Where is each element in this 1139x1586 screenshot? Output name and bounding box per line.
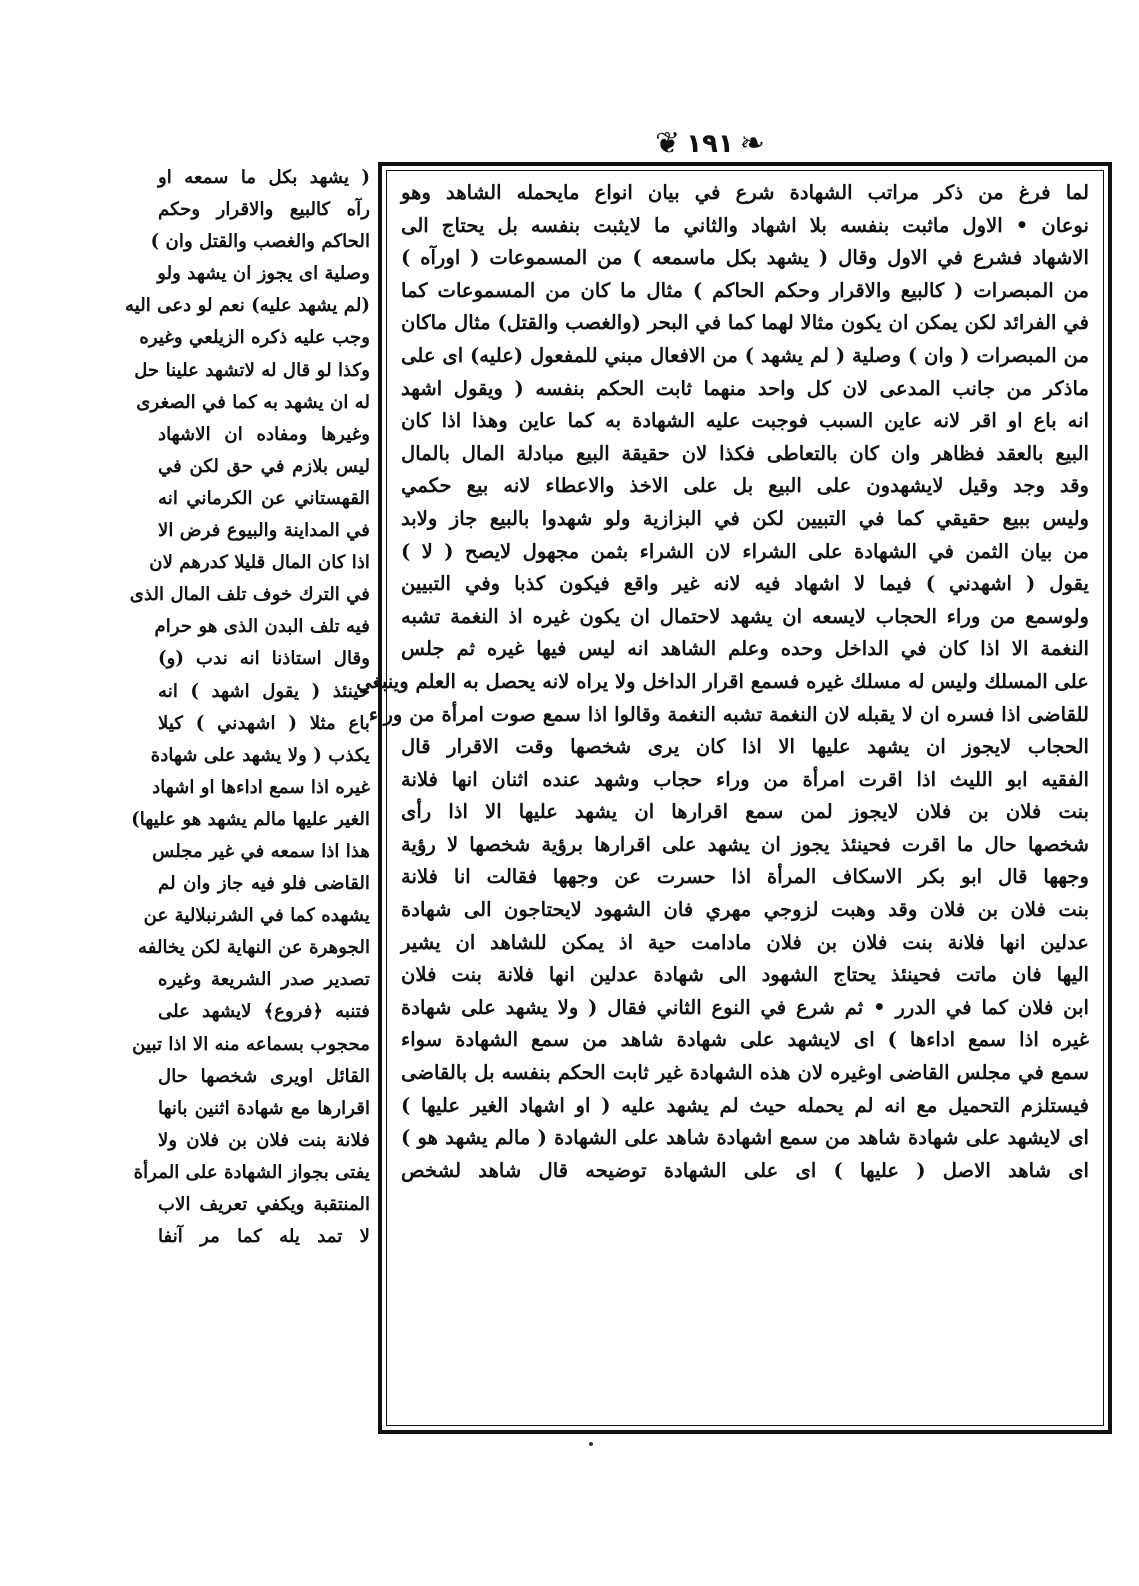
margin-text-line: يفتى بجواز الشهادة على المرأة — [133, 1161, 370, 1183]
main-text-line: من المبصرات ( كالبيع والاقرار وحكم الحاكم ) مثال ما كان من المسموعات كما — [401, 278, 1089, 302]
margin-text-line: المنتقبة ويكفي تعريف الاب — [158, 1194, 370, 1215]
margin-text-line: في الترك خوف تلف المال الذى — [129, 584, 370, 606]
margin-text-line: يكذب ( ولا يشهد على شهادة — [150, 744, 370, 766]
main-text-line: شخصها حال ما اقرت فحينئذ يجوز ان يشهد على اقرارها برؤية شخصها لا رؤية — [401, 832, 1089, 856]
margin-text-line: وصلية اى يجوز ان يشهد ولو — [157, 263, 370, 285]
margin-commentary — [125, 162, 370, 1452]
main-text-line: من بيان الثمن في الشهادة على الشراء لان الشراء بثمن مجهول لايصح ( لا ) — [401, 539, 1089, 563]
margin-text-line: القائل اويرى شخصها حال — [158, 1065, 370, 1087]
margin-text-line: في المداينة والبيوع فرض الا — [158, 520, 370, 542]
main-text-line: سمع في مجلس القاضى اوغيره لان هذه الشهادة غير ثابت الحكم بنفسه بل بالقاضى — [401, 1061, 1089, 1085]
margin-text-line: وكذا لو قال له لاتشهد علينا حل — [134, 359, 370, 381]
main-text-frame-inner — [356, 170, 1104, 1426]
page-header — [630, 122, 790, 166]
margin-text-line: فيه تلف البدن الذى هو حرام — [154, 616, 370, 638]
margin-text-line: باع مثلا ( اشهدني ) كيلا — [158, 712, 370, 734]
ornament-right-icon: ❧ — [739, 126, 765, 161]
main-text-line: النغمة الا اذا كان في الداخل وحده وعلم الشاهد انه ليس فيها غيره ثم جلس — [401, 637, 1089, 661]
margin-text-line: لا تمد يله كما مر آنفا — [158, 1226, 370, 1248]
main-text-line: فيستلزم التحميل مع انه لم يحمله حيث لم يشهد عليه ( او اشهاد الغير عليها ) — [401, 1093, 1089, 1117]
main-text-line: عدلين انها فلانة بنت فلان بن فلان مادامت حية اذ يمكن للشاهد ان يشير — [401, 930, 1089, 954]
main-text-line: اليها فان ماتت فحينئذ يحتاج الشهود الى شهادة عدلين انها فلانة بنت فلان — [401, 963, 1089, 987]
margin-text-line: وغيرها ومفاده ان الاشهاد — [158, 423, 370, 445]
margin-text-line: غيره اذا سمع اداءها او اشهاد — [152, 776, 370, 798]
margin-text-line: اقرارها مع شهادة اثنين بانها — [158, 1097, 370, 1119]
margin-text-line: اذا كان المال قليلا كدرهم لان — [149, 552, 370, 574]
margin-text-line: القاضى فلو فيه جاز وان لم — [158, 873, 370, 895]
main-text-line: ابن فلان كما في الدرر • ثم شرع في النوع الثاني فقال ( ولا يشهد على شهادة — [401, 995, 1089, 1019]
margin-text-line: الحاكم والغصب والقتل وان ) — [150, 231, 370, 253]
main-text-line: بنت فلان بن فلان لايجوز لمن سمع اقرارها ان يشهد عليها الا اذا رأى — [401, 800, 1089, 824]
main-text-line: في الفرائد لكن يمكن ان يكون مثالا لهما كما في البحر (والغصب والقتل) مثال ماكان — [401, 311, 1089, 335]
main-text-line: وليس ببيع حقيقي كما في التبيين لكن في البزازية ولو شهدوا بالبيع جاز ولابد — [401, 506, 1089, 530]
margin-text-line: الجوهرة عن النهاية لكن يخالفه — [138, 937, 370, 959]
main-text-line: من المبصرات ( وان ) وصلية ( لم يشهد ) من الافعال مبني للمفعول (عليه) اى على — [401, 343, 1089, 367]
margin-text-line: ليس بلازم في حق لكن في — [158, 455, 370, 477]
main-text-body — [356, 177, 1089, 1187]
main-text-line: على المسلك وليس له مسلك غيره فسمع اقرار الداخل ولا يراه لانه يحصل به العلم وينبغي — [356, 669, 1089, 693]
main-text-line: بنت فلان بن فلان وقد وهبت لزوجي مهري فان الشهود لايحتاجون الى شهادة — [401, 898, 1089, 922]
main-text-line: نوعان • الاول ماثبت بنفسه بلا اشهاد والثاني ما لايثبت بنفسه بل يحتاج الى — [401, 213, 1089, 237]
margin-text-line: فلانة بنت فلان بن فلان ولا — [158, 1129, 370, 1151]
margin-text-line: فتنبه ﴿فروع﴾ لايشهد على — [158, 1001, 370, 1023]
page-dot-mark — [589, 1442, 593, 1446]
margin-text-line: تصدير صدر الشريعة وغيره — [158, 969, 370, 991]
margin-text-line: وجب عليه ذكره الزيلعي وغيره — [139, 327, 370, 349]
main-text-line: الفقيه ابو الليث اذا اقرت امرأة من وراء حجاب وشهد عنده اثنان انها فلانة — [401, 767, 1089, 791]
margin-text-line: وقال استاذنا انه ندب (و) — [158, 648, 370, 670]
main-text-line: وجهها قال ابو بكر الاسكاف المرأة اذا حسرت عن وجهها فقالت انا فلانة — [401, 865, 1089, 889]
main-text-line: الاشهاد فشرع في الاول وقال ( يشهد بكل ماسمعه ) من المسموعات ( اورآه ) — [401, 246, 1089, 270]
margin-text-line: الغير عليها مالم يشهد هو عليها) — [131, 808, 370, 830]
margin-text-line: حينئذ ( يقول اشهد ) انه — [158, 680, 370, 702]
main-text-line: للقاضى اذا فسره ان لا يقبله لان النغمة تشبه النغمة وقالوا اذا سمع صوت امرأة من وراء — [368, 702, 1089, 726]
ornament-left-icon: ❦ — [655, 126, 681, 161]
main-text-line: ولوسمع من وراء الحجاب لايسعه ان يشهد لاحتمال ان يكون غيره اذ النغمة تشبه — [401, 604, 1089, 628]
main-text-line: البيع بالعقد فظاهر وان كان بالتعاطى فكذا لان حقيقة البيع مبادلة المال بالمال — [401, 441, 1089, 465]
page-number: ١٩١ — [686, 129, 734, 159]
main-text-line: ماذكر من جانب المدعى لان كل واحد منهما ثابت الحكم بنفسه ( ويقول اشهد — [401, 376, 1089, 400]
margin-text-line: محجوب بسماعه منه الا اذا تبين — [132, 1033, 370, 1055]
margin-text-line: يشهده كما في الشرنبلالية عن — [143, 905, 370, 927]
main-text-line: اى شاهد الاصل ( عليها ) اى على الشهادة توضيحه قال شاهد لشخص — [401, 1158, 1089, 1182]
main-text-line: يقول ( اشهدني ) فيما لا اشهاد فيه لانه غير واقع فيكون كذبا وفي التبيين — [401, 572, 1089, 596]
margin-text-line: ( يشهد بكل ما سمعه او — [158, 167, 370, 188]
margin-text-line: رآه كالبيع والاقرار وحكم — [158, 199, 370, 221]
main-text-line: غيره اذا سمع اداءها ) اى لايشهد على شهادة شاهد من سمع الشهادة سواء — [401, 1028, 1089, 1052]
main-text-line: وقد وجد وقيل لايشهدون على البيع بل على الاخذ والاعطاء لانه بيع حكمي — [401, 474, 1089, 498]
margin-text-line: هذا اذا سمعه في غير مجلس — [152, 840, 370, 862]
main-text-line: لما فرغ من ذكر مراتب الشهادة شرع في بيان انواع مايحمله الشاهد وهو — [401, 181, 1089, 204]
main-text-line: انه باع او اقر لانه عاين السبب فوجبت عليه الشهادة به كما عاين وهذا اذا كان — [401, 409, 1089, 433]
margin-text-line: القهستاني عن الكرماني انه — [158, 487, 370, 509]
main-text-frame — [356, 162, 1112, 1434]
main-text-line: الحجاب لايجوز ان يشهد عليها الا اذا كان يرى شخصها وقت الاقرار قال — [401, 735, 1089, 759]
margin-text-line: له ان يشهد به كما في الصغرى — [136, 391, 370, 413]
main-text-line: اى لايشهد على شهادة شاهد من سمع اشهادة شاهد على الشهادة ( مالم يشهد هو ) — [401, 1126, 1089, 1150]
margin-text-line: (لم يشهد عليه) نعم لو دعى اليه — [125, 295, 370, 317]
